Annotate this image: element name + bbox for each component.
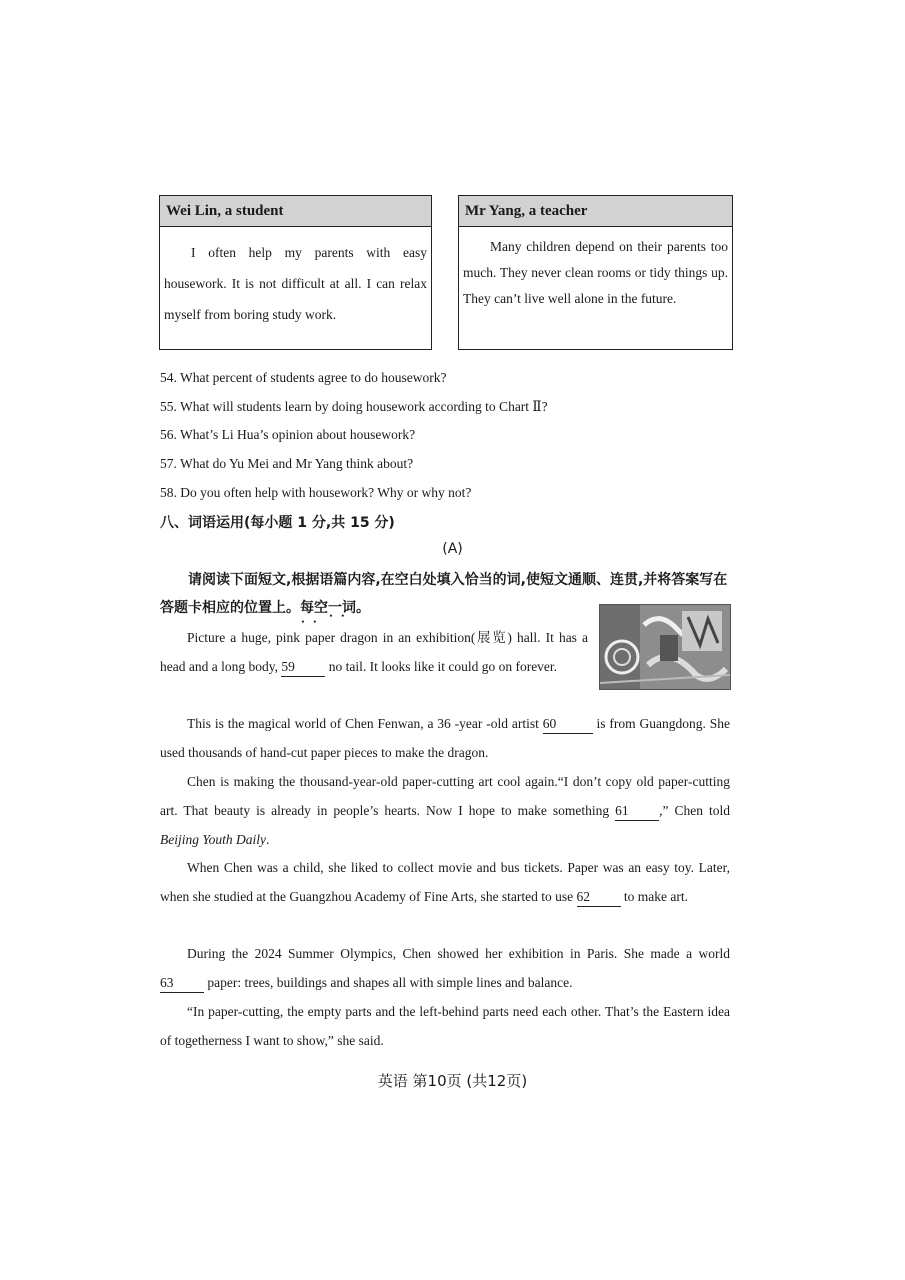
- instruction-end: 。: [356, 600, 370, 616]
- opinion-box-title: Mr Yang, a teacher: [459, 196, 732, 227]
- passage-text: Chen is making the thousand-year-old paper-cutting art cool again.“I don’t copy old paper-cutting art. That beauty is already in people’s hearts. Now I hope to make something: [160, 774, 730, 818]
- question-58: 58. Do you often help with housework? Why or why not?: [160, 485, 472, 500]
- passage-paragraph-1: [160, 623, 588, 681]
- instruction-text: 请阅读下面短文,根据语篇内容,在空白处填入恰当的词,使短文通顺、连贯,并将答案写在答题卡相应的位置上。: [160, 572, 728, 616]
- page-footer: 英语 第10页 (共12页): [377, 1072, 528, 1090]
- section-title: 八、词语运用(每小题 1 分,共 15 分): [160, 515, 395, 531]
- blank-61: 61: [615, 802, 659, 821]
- passage-text: .: [266, 832, 270, 847]
- passage-text: no tail. It looks like it could go on forever.: [328, 659, 558, 674]
- passage-paragraph-6: [160, 997, 730, 1055]
- blank-59: 59: [281, 658, 325, 677]
- passage-text: to make art.: [623, 889, 689, 904]
- opinion-box-teacher: [458, 195, 733, 350]
- passage-text: This is the magical world of Chen Fenwan, a 36 -year -old artist: [187, 716, 539, 731]
- blank-63: 63: [160, 974, 204, 993]
- passage-paragraph-2: [160, 709, 730, 767]
- passage-text: ,” Chen told: [659, 803, 730, 818]
- passage-text: When Chen was a child, she liked to collect movie and bus tickets. Paper was an easy toy. Later, when she studied at the Guangzhou Academy of Fine Arts, she started to use: [160, 860, 730, 904]
- paper-cutting-photo: [599, 604, 731, 690]
- question-55: 55. What will students learn by doing housework according to Chart Ⅱ?: [160, 399, 548, 414]
- passage-text: is from Guangdong. She used thousands of hand-cut paper pieces to make the dragon.: [160, 716, 730, 760]
- instruction-emphasis: 每空一词 • • • •: [300, 600, 356, 616]
- question-57: 57. What do Yu Mei and Mr Yang think about?: [160, 456, 414, 471]
- passage-text: Picture a huge, pink paper dragon in an exhibition(展览) hall. It has a head and a long body,: [160, 630, 588, 674]
- question-56: 56. What’s Li Hua’s opinion about housework?: [160, 427, 416, 442]
- blank-62: 62: [577, 888, 621, 907]
- newspaper-name: Beijing Youth Daily: [160, 832, 267, 847]
- question-54: 54. What percent of students agree to do housework?: [160, 370, 447, 385]
- opinion-box-text: I often help my parents with easy housework. It is not difficult at all. I can relax myself from boring study work.: [164, 245, 427, 322]
- passage-text: “In paper-cutting, the empty parts and the left-behind parts need each other. That’s the Eastern idea of togetherness I want to show,” she said.: [160, 1004, 730, 1048]
- opinion-box-student: [159, 195, 432, 350]
- passage-paragraph-3: [160, 767, 730, 854]
- passage-text: During the 2024 Summer Olympics, Chen showed her exhibition in Paris. She made a world: [187, 946, 730, 961]
- photo-image: [600, 605, 730, 689]
- passage-paragraph-4: [160, 853, 730, 911]
- opinion-box-text: Many children depend on their parents too much. They never clean rooms or tidy things up. They can’t live well alone in the future.: [463, 239, 728, 306]
- passage-paragraph-5: [160, 939, 730, 997]
- passage-text: paper: trees, buildings and shapes all with simple lines and balance.: [207, 975, 573, 990]
- opinion-box-title: Wei Lin, a student: [160, 196, 431, 227]
- part-label: (A): [442, 541, 463, 557]
- blank-60: 60: [543, 715, 593, 734]
